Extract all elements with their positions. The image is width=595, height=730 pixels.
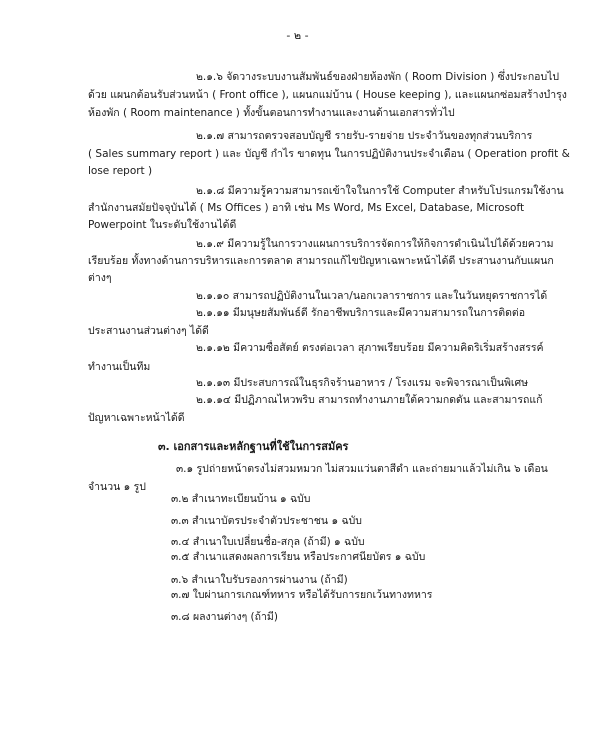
item-3-3: ๓.๓ สำเนาบัตรประจำตัวประชาชน ๑ ฉบับ: [171, 515, 362, 527]
item-2-1-9-line-2: เรียบร้อย ทั้งทางด้านการบริหารและการตลาด สามารถแก้ไขปัญหาเฉพาะหน้าได้ดี ประสานงานกับแผนก: [88, 255, 554, 267]
item-2-1-14-line-1: ๒.๑.๑๔ มีปฏิภาณไหวพริบ สามารถทำงานภายใต้ความกดดัน และสามารถแก้: [196, 394, 543, 406]
item-2-1-13-line-1: ๒.๑.๑๓ มีประสบการณ์ในธุรกิจร้านอาหาร / โรงแรม จะพิจารณาเป็นพิเศษ: [196, 377, 529, 389]
item-2-1-9-line-3: ต่างๆ: [88, 272, 112, 284]
item-2-1-7-line-2: ( Sales summary report ) และ บัญชี กำไร ขาดทุน ในการปฏิบัติงานประจำเดือน ( Operation profit &: [88, 148, 570, 160]
item-2-1-10-line-1: ๒.๑.๑๐ สามารถปฏิบัติงานในเวลา/นอกเวลาราชการ และในวันหยุดราชการได้: [196, 290, 548, 302]
item-2-1-6-line-1: ๒.๑.๖ จัดวางระบบงานสัมพันธ์ของฝ่ายห้องพัก ( Room Division ) ซึ่งประกอบไป: [196, 71, 560, 83]
item-2-1-6-line-2: ด้วย แผนกต้อนรับส่วนหน้า ( Front office ), แผนกแม่บ้าน ( House keeping ), และแผนกซ่อมสร้างบำรุง: [88, 89, 567, 101]
item-3-1-line-1: ๓.๑ รูปถ่ายหน้าตรงไม่สวมหมวก ไม่สวมแว่นตาสีดำ และถ่ายมาแล้วไม่เกิน ๖ เดือน: [176, 463, 548, 475]
item-3-2: ๓.๒ สำเนาทะเบียนบ้าน ๑ ฉบับ: [171, 493, 311, 505]
item-2-1-12-line-2: ทำงานเป็นทีม: [88, 361, 151, 373]
item-2-1-11-line-1: ๒.๑.๑๑ มีมนุษยสัมพันธ์ดี รักอาชีพบริการและมีความสามารถในการติดต่อ: [196, 307, 526, 319]
item-2-1-6-line-3: ห้องพัก ( Room maintenance ) ทั้งขั้นตอนการทำงานและงานด้านเอกสารทั่วไป: [88, 107, 455, 119]
item-2-1-8-line-2: สำนักงานสมัยปัจจุบันได้ ( Ms Offices ) อาทิ เช่น Ms Word, Ms Excel, Database, Microsoft: [88, 202, 525, 214]
item-3-7: ๓.๗ ใบผ่านการเกณฑ์ทหาร หรือได้รับการยกเว้นทางทหาร: [171, 589, 433, 601]
item-2-1-14-line-2: ปัญหาเฉพาะหน้าได้ดี: [88, 412, 185, 424]
item-3-6: ๓.๖ สำเนาใบรับรองการผ่านงาน (ถ้ามี): [171, 574, 348, 586]
item-2-1-12-line-1: ๒.๑.๑๒ มีความซื่อสัตย์ ตรงต่อเวลา สุภาพเรียบร้อย มีความคิดริเริ่มสร้างสรรค์: [196, 342, 544, 354]
item-2-1-8-line-1: ๒.๑.๘ มีความรู้ความสามารถเข้าใจในการใช้ Computer สำหรับโปรแกรมใช้งาน: [196, 185, 564, 197]
item-3-5: ๓.๕ สำเนาแสดงผลการเรียน หรือประกาศนียบัตร ๑ ฉบับ: [171, 551, 426, 563]
item-2-1-8-line-3: Powerpoint ในระดับใช้งานได้ดี: [88, 219, 237, 231]
item-2-1-7-line-3: lose report ): [88, 165, 153, 177]
item-2-1-7-line-1: ๒.๑.๗ สามารถตรวจสอบบัญชี รายรับ-รายจ่าย ประจำวันของทุกส่วนบริการ: [196, 130, 533, 142]
item-2-1-11-line-2: ประสานงานส่วนต่างๆ ได้ดี: [88, 325, 209, 337]
item-3-4: ๓.๔ สำเนาใบเปลี่ยนชื่อ-สกุล (ถ้ามี) ๑ ฉบับ: [171, 536, 365, 548]
page-number: - ๒ -: [286, 29, 309, 42]
section-3-heading: ๓. เอกสารและหลักฐานที่ใช้ในการสมัคร: [158, 440, 349, 453]
item-3-1-line-2: จำนวน ๑ รูป: [88, 481, 146, 493]
item-3-8: ๓.๘ ผลงานต่างๆ (ถ้ามี): [171, 611, 278, 623]
item-2-1-9-line-1: ๒.๑.๙ มีความรู้ในการวางแผนการบริการจัดการให้กิจการดำเนินไปได้ด้วยความ: [196, 238, 554, 250]
